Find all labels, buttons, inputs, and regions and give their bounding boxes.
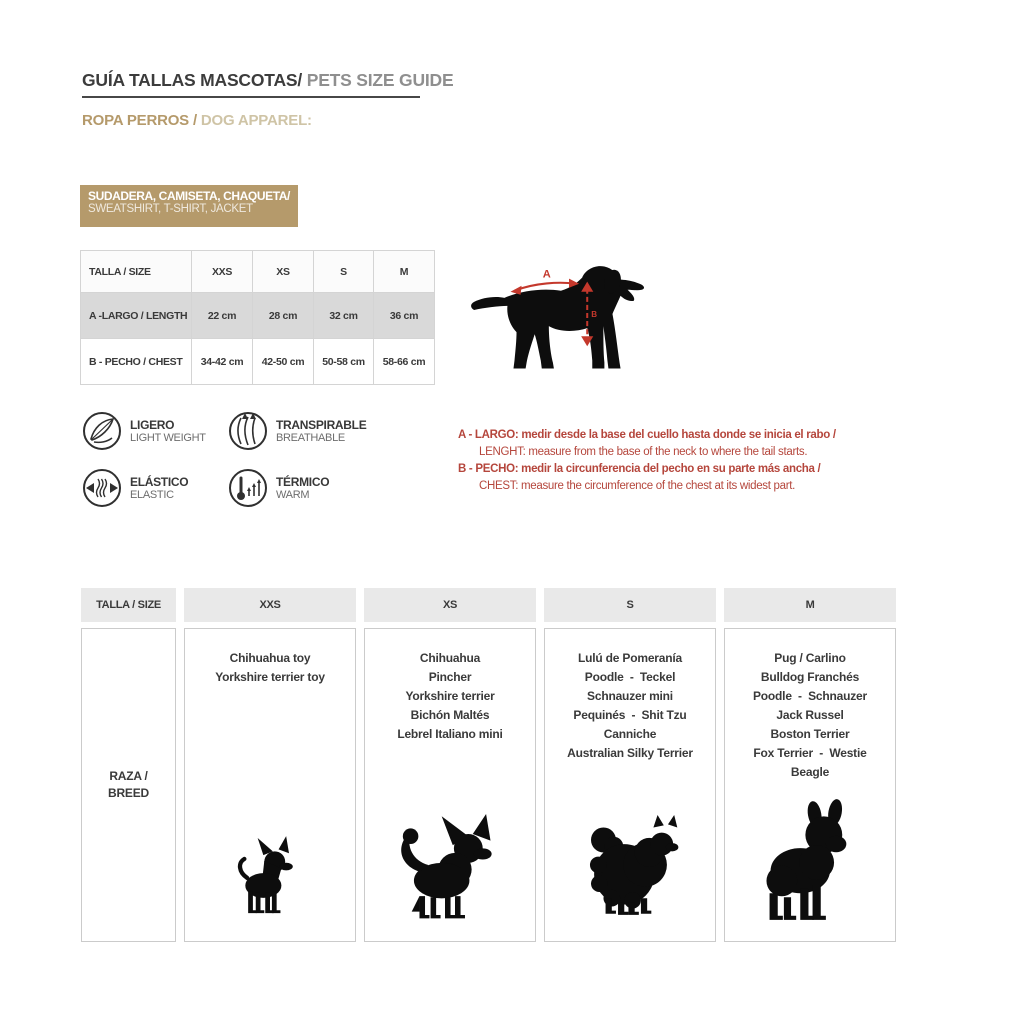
pomeranian-silhouette	[570, 815, 690, 919]
breathable-icon	[228, 411, 268, 451]
feature-name-en: LIGHT WEIGHT	[130, 431, 206, 444]
measurement-diagram	[464, 254, 666, 376]
note-length	[458, 427, 888, 461]
row-label: A -LARGO / LENGTH	[81, 293, 192, 339]
feature-name-en: WARM	[276, 488, 310, 501]
breed-table-header	[81, 588, 896, 622]
feature-name-es: LIGERO	[130, 417, 175, 432]
page-title	[82, 70, 453, 91]
breed-item: Yorkshire terrier toy	[215, 670, 325, 684]
longhair-chihuahua-silhouette	[386, 814, 514, 925]
feature-name-es: TÉRMICO	[276, 474, 330, 489]
note-length-es: A - LARGO: medir desde la base del cuello hasta donde se inicia el rabo /	[458, 429, 836, 441]
breed-item: Fox Terrier - Westie	[753, 746, 867, 760]
feature-name-en: ELASTIC	[130, 488, 174, 501]
size-table-length-row	[81, 293, 435, 339]
thermal-icon	[228, 468, 268, 508]
note-chest-es: B - PECHO: medir la circunferencia del pecho en su parte más ancha /	[458, 463, 821, 475]
breed-list	[545, 629, 715, 763]
size-table-header-cell: S	[314, 251, 374, 293]
subtitle-en: DOG APPAREL:	[200, 112, 312, 129]
breed-item: Chihuahua toy	[229, 651, 311, 665]
feature-elastic	[82, 468, 228, 508]
feature-labels	[130, 418, 206, 445]
length-value: 28 cm	[253, 293, 314, 339]
row-label	[82, 629, 175, 941]
size-table-header-row	[81, 251, 435, 293]
breed-item: Australian Silky Terrier	[567, 746, 693, 760]
feature-name-es: TRANSPIRABLE	[276, 417, 367, 432]
chest-value: 42-50 cm	[253, 339, 314, 385]
category-banner	[80, 185, 298, 227]
breed-item: Boston Terrier	[770, 727, 850, 741]
breed-list	[185, 629, 355, 687]
breed-col-s	[544, 628, 716, 942]
size-table-chest-row	[81, 339, 435, 385]
breed-item: Bichón Maltés	[410, 708, 490, 722]
elastic-icon	[82, 468, 122, 508]
breed-item: Canniche	[603, 727, 657, 741]
breed-table-body	[81, 628, 896, 942]
chest-value: 58-66 cm	[374, 339, 435, 385]
breed-header-cell: XXS	[184, 588, 356, 622]
breed-item: Yorkshire terrier	[405, 689, 495, 703]
note-chest	[458, 461, 888, 495]
chihuahua-silhouette	[232, 836, 308, 917]
banner-line-en: SWEATSHIRT, T-SHIRT, JACKET	[88, 203, 253, 215]
breed-header-cell: S	[544, 588, 716, 622]
french-bulldog-silhouette	[751, 799, 869, 927]
length-value: 32 cm	[314, 293, 374, 339]
size-table-header-cell: TALLA / SIZE	[81, 251, 192, 293]
breed-item: Bulldog Franchés	[760, 670, 860, 684]
breed-col-m	[724, 628, 896, 942]
breed-item: Pincher	[428, 670, 472, 684]
length-value: 22 cm	[192, 293, 253, 339]
breed-item: Lulú de Pomeranía	[578, 651, 682, 665]
measurement-notes	[458, 427, 888, 495]
feature-labels	[276, 418, 366, 445]
breed-item: Pequinés - Shit Tzu	[573, 708, 687, 722]
breed-header-cell: M	[724, 588, 896, 622]
row-label-en: BREED	[107, 786, 149, 800]
note-chest-en: CHEST: measure the circumference of the chest at its widest part.	[479, 480, 796, 492]
breed-item: Chihuahua	[419, 651, 481, 665]
row-label: B - PECHO / CHEST	[81, 339, 192, 385]
breed-list	[725, 629, 895, 782]
breed-item: Schnauzer mini	[587, 689, 673, 703]
breed-item: Lebrel Italiano mini	[397, 727, 503, 741]
breed-list	[365, 629, 535, 744]
label-b: B	[591, 310, 597, 320]
feature-lightweight	[82, 411, 228, 451]
feature-list	[82, 411, 508, 508]
feature-name-es: ELÁSTICO	[130, 474, 189, 489]
breed-row-label-cell	[81, 628, 176, 942]
feature-labels	[276, 475, 329, 502]
breed-header-cell: XS	[364, 588, 536, 622]
breed-item: Beagle	[790, 765, 830, 779]
labrador-silhouette	[464, 254, 666, 376]
size-table	[80, 250, 435, 385]
length-value: 36 cm	[374, 293, 435, 339]
page-title-en: PETS SIZE GUIDE	[306, 70, 454, 90]
title-underline	[82, 96, 420, 98]
feather-icon	[82, 411, 122, 451]
banner-line-es: SUDADERA, CAMISETA, CHAQUETA/	[88, 189, 290, 203]
chest-value: 50-58 cm	[314, 339, 374, 385]
note-length-en: LENGHT: measure from the base of the neck to where the tail starts.	[479, 446, 808, 458]
size-table-header-cell: XS	[253, 251, 314, 293]
subtitle-es: ROPA PERROS /	[82, 112, 197, 129]
section-subtitle	[82, 112, 312, 129]
size-table-header-cell: M	[374, 251, 435, 293]
label-a: A	[542, 268, 551, 281]
feature-labels	[130, 475, 188, 502]
breed-item: Jack Russel	[776, 708, 844, 722]
breed-item: Pug / Carlino	[774, 651, 846, 665]
size-table-header-cell: XXS	[192, 251, 253, 293]
chest-value: 34-42 cm	[192, 339, 253, 385]
feature-name-en: BREATHABLE	[276, 431, 345, 444]
breed-item: Poodle - Schnauzer	[752, 689, 868, 703]
row-label-es: RAZA /	[109, 769, 148, 783]
breed-item: Poodle - Teckel	[584, 670, 676, 684]
breed-col-xxs	[184, 628, 356, 942]
page-title-es: GUÍA TALLAS MASCOTAS/	[82, 70, 303, 90]
breed-header-cell: TALLA / SIZE	[81, 588, 176, 622]
breed-col-xs	[364, 628, 536, 942]
